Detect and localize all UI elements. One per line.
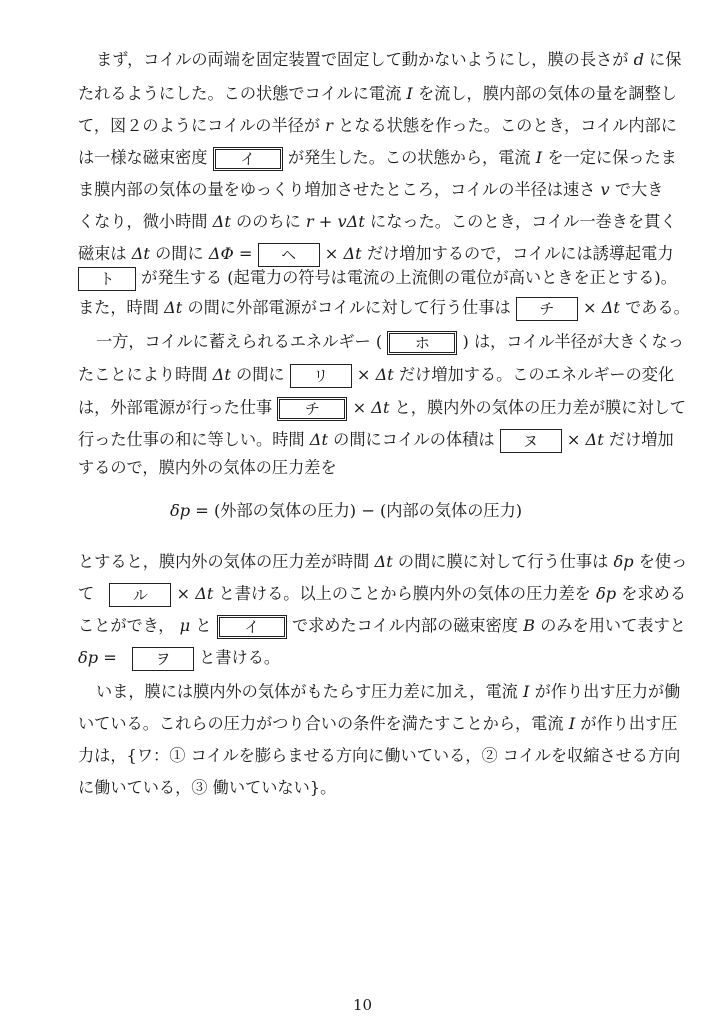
text: いま，膜には膜内外の気体がもたらす圧力差に加え，電流 xyxy=(96,682,518,701)
p1-line-4 xyxy=(78,142,677,174)
var-I: I xyxy=(535,148,543,167)
text: に働いている，③ 働いていない}。 xyxy=(78,778,337,797)
text: たことにより時間 xyxy=(78,365,208,384)
delta-t: Δt xyxy=(212,365,231,384)
text: のみを用いて表すと xyxy=(540,616,686,635)
times-delta-t: × Δt xyxy=(176,584,214,603)
delta-t: Δt xyxy=(164,298,183,317)
text: を一定に保ったま xyxy=(547,148,677,167)
delta-p: δp xyxy=(170,501,191,520)
answer-box-ri: リ xyxy=(290,364,352,388)
p1-line-2 xyxy=(78,78,677,110)
p2-line-2 xyxy=(78,359,674,391)
text: の間に外部電源がコイルに対して行う仕事は xyxy=(187,298,511,317)
delta-t: Δt xyxy=(212,212,231,231)
answer-box-he: ヘ xyxy=(258,243,320,267)
times-delta-t: × Δt xyxy=(356,365,394,384)
var-I: I xyxy=(406,84,413,103)
answer-box-i: イ xyxy=(213,147,283,171)
p4-line-2 xyxy=(78,708,677,740)
answer-box-ru: ル xyxy=(109,583,171,607)
text: は，外部電源が行った仕事 xyxy=(78,398,273,417)
text: となる状態を作った。このとき，コイル内部に xyxy=(338,116,677,135)
var-v: v xyxy=(600,180,610,199)
text: するので，膜内外の気体の圧力差を xyxy=(78,458,337,477)
text: と xyxy=(195,616,212,635)
var-r: r xyxy=(325,116,333,135)
text: を求める xyxy=(621,584,687,603)
text: ) は，コイル半径が大きくなっ xyxy=(462,332,684,351)
delta-p: δp xyxy=(613,552,634,571)
text: 力は，{ワ：① コイルを膨らませる方向に働いている，② コイルを収縮させる方向 xyxy=(78,746,681,765)
mu: μ xyxy=(179,616,191,635)
answer-box-ho: ホ xyxy=(387,331,457,355)
text: は一様な磁束密度 xyxy=(78,148,208,167)
p1-line-8 xyxy=(78,262,677,294)
answer-box-chi-ref: チ xyxy=(277,397,347,421)
text: ま膜内部の気体の量をゆっくり増加させたところ，コイルの半径は速さ xyxy=(78,180,596,199)
text: と書ける。以上のことから膜内外の気体の圧力差を xyxy=(218,584,591,603)
p1-line-9 xyxy=(78,292,690,324)
expr-r-plus-vdt: r + vΔt xyxy=(305,212,365,231)
var-B: B xyxy=(523,616,536,635)
text: とすると，膜内外の気体の圧力差が時間 xyxy=(78,552,370,571)
text: ことができ， xyxy=(78,616,175,635)
text: の間に膜に対して行う仕事は xyxy=(397,552,609,571)
text: が作り出す圧力が働 xyxy=(534,682,681,701)
text: を流し，膜内部の気体の量を調整し xyxy=(417,84,677,103)
text: 磁束は xyxy=(78,244,127,263)
text: て xyxy=(78,584,95,603)
p2-line-3 xyxy=(78,392,686,424)
delta-p-equals: δp = xyxy=(78,648,117,667)
p3-line-2 xyxy=(78,578,686,610)
delta-t: Δt xyxy=(131,244,150,263)
pressure-difference-formula xyxy=(170,495,522,527)
text: で求めたコイル内部の磁束密度 xyxy=(291,616,518,635)
p4-line-3 xyxy=(78,740,680,772)
p1-line-3 xyxy=(78,110,677,142)
p3-line-4 xyxy=(78,642,280,674)
text: だけ増加するので，コイルには誘導起電力 xyxy=(366,244,674,263)
text: いている。これらの圧力がつり合いの条件を満たすことから，電流 xyxy=(78,714,564,733)
var-I: I xyxy=(568,714,576,733)
text: が発生する (起電力の符号は電流の上流側の電位が高いときを正とする)。 xyxy=(141,268,677,287)
p3-line-1 xyxy=(78,546,687,578)
text: だけ増加 xyxy=(608,430,674,449)
delta-phi: ΔΦ = xyxy=(208,244,253,263)
answer-box-i-ref: イ xyxy=(217,615,287,639)
text: が作り出す圧 xyxy=(580,714,678,733)
text: に保 xyxy=(649,50,682,69)
text: になった。このとき，コイル一巻きを貫く xyxy=(370,212,677,231)
text: くなり，微小時間 xyxy=(78,212,208,231)
p3-line-3 xyxy=(78,610,686,642)
text: 行った仕事の和に等しい。時間 xyxy=(78,430,305,449)
answer-box-to: ト xyxy=(78,267,136,291)
text: が発生した。この状態から，電流 xyxy=(287,148,531,167)
page-number: 10 xyxy=(352,996,373,1014)
p2-line-5 xyxy=(78,452,337,484)
text: て，図２のようにコイルの半径が xyxy=(78,116,321,135)
p1-line-6 xyxy=(78,206,676,238)
times-delta-t: × Δt xyxy=(352,398,390,417)
answer-box-wo: ヲ xyxy=(132,647,194,671)
answer-box-chi: チ xyxy=(516,297,578,321)
formula-rhs: = (外部の気体の圧力) − (内部の気体の圧力) xyxy=(195,501,523,520)
p4-line-1 xyxy=(96,676,680,708)
answer-box-nu: ヌ xyxy=(500,429,562,453)
delta-t: Δt xyxy=(309,430,328,449)
text: である。 xyxy=(625,298,690,317)
text: また，時間 xyxy=(78,298,159,317)
delta-p: δp xyxy=(596,584,617,603)
text: と書ける。 xyxy=(199,648,281,667)
times-delta-t: × Δt xyxy=(566,430,604,449)
var-d: d xyxy=(633,50,644,69)
p1-line-1 xyxy=(96,44,681,76)
text: まず，コイルの両端を固定装置で固定して動かないようにし，膜の長さが xyxy=(96,50,629,69)
p1-line-5 xyxy=(78,174,663,206)
text: の間にコイルの体積は xyxy=(333,430,495,449)
p2-line-1 xyxy=(96,326,684,358)
text: の間に xyxy=(155,244,204,263)
text: 一方，コイルに蓄えられるエネルギー ( xyxy=(96,332,383,351)
text: だけ増加する。このエネルギーの変化 xyxy=(398,365,675,384)
text: で大き xyxy=(614,180,664,199)
p4-line-4 xyxy=(78,772,336,804)
times-delta-t: × Δt xyxy=(583,298,620,317)
delta-t: Δt xyxy=(374,552,393,571)
text: の間に xyxy=(236,365,285,384)
text: と，膜内外の気体の圧力差が膜に対して xyxy=(394,398,686,417)
text: を使っ xyxy=(638,552,688,571)
text: たれるようにした。この状態でコイルに電流 xyxy=(78,84,402,103)
times-delta-t: × Δt xyxy=(324,244,362,263)
var-I: I xyxy=(523,682,530,701)
text: ののちに xyxy=(236,212,301,231)
